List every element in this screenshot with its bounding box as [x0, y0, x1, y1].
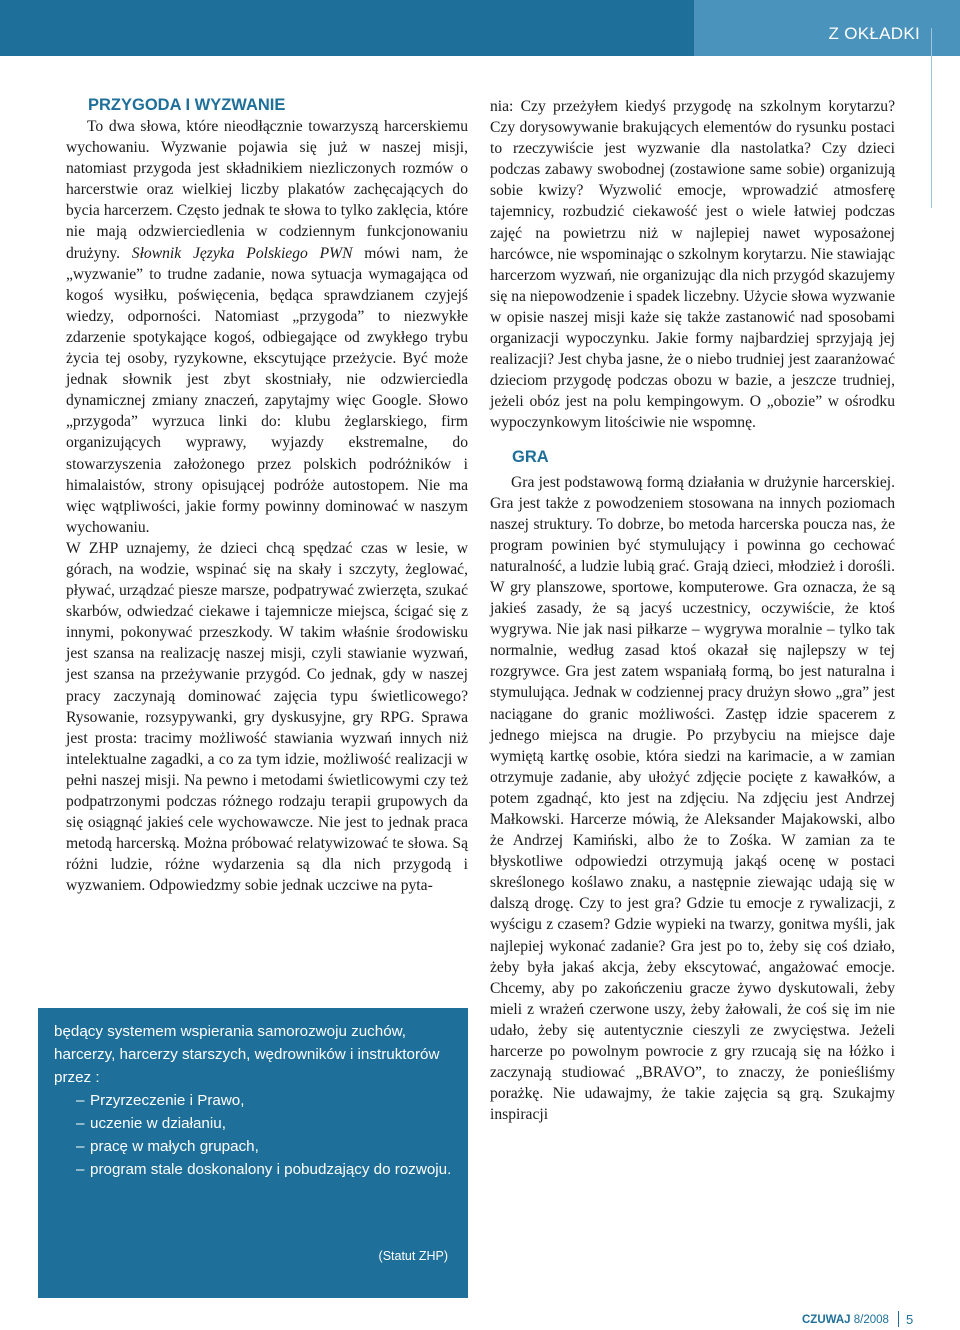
list-dash: –	[76, 1161, 85, 1178]
heading-przygoda: PRZYGODA I WYZWANIE	[88, 96, 286, 114]
list-dash: –	[76, 1138, 85, 1155]
statute-text	[54, 1020, 458, 1181]
statute-source: (Statut ZHP)	[378, 1249, 448, 1263]
paragraph-text: mówi nam, że „wyzwanie” to trudne zadanie, nowa sytuacja wymagająca od kogoś wysiłku, poświęcenia, będąca sprawdzianem czyjejś wiedzy, odporności. Natomiast „przygoda” to niezwykłe zdarzenie spotykające kogoś, odbiegające od zwykłego trybu życia tej osoby, ryzykowne, ekscytujące przeżycie. Być może jednak słownik jest zbyt skostniały, nie odzwierciedla dynamicznej zmiany znaczeń, zapytajmy więc Google. Słowo „przygoda” wyrzuca linki do: klubu żeglarskiego, firm organizujących wyprawy, wyjazdy ekstremalne, do stowarzyszenia założonego przez polskich podróżników i himalaistów, strony opisującej podróże autostopem. Nie ma więc wątpliwości, jakie formy powinny dominować w naszym wychowaniu.	[66, 244, 468, 536]
statute-item-label: uczenie w działaniu,	[90, 1115, 226, 1132]
list-dash: –	[76, 1115, 85, 1132]
statute-item-label: Przyrzeczenie i Prawo,	[90, 1092, 245, 1109]
statute-intro: będący systemem wspierania samorozwoju zuchów, harcerzy, harcerzy starszych, wędrowników i instruktorów przez :	[54, 1023, 440, 1086]
paragraph-gra: Gra jest podstawową formą działania w drużynie harcerskiej. Gra jest także z powodzeniem stosowana na innych poziomach naszej struktury. To dobrze, bo metoda harcerska poucza nas, że program powinien być stymulujący i powinna go cechować naturalność, a ludzie lubią grać. Grają dzieci, młodzież i dorośli. W gry planszowe, sportowe, komputerowe. Gra oznacza, że są jakieś zasady, że są jacyś uczestnicy, oczywiście, że ktoś wygrywa. Nie jak nasi piłkarze – wygrywa moralnie – tylko tak normalnie, według zasad ktoś okazał się najlepszy w tej rozgrywce. Gra jest zatem wspaniałą formą, bo jest naturalna i stymulująca. Jednak w codziennej pracy drużyn słowo „gra” jest naciągane do granic możliwości. Zastęp idzie spacerem z jednego miejsca na drugie. Po przybyciu na miejsce daje wymiętą kartkę osobie, która siedzi na karimacie, a w zamian otrzymuje zadanie, aby ułożyć zdjęcie pocięte z kawałków, a potem zgadnąć, kto jest na zdjęciu. Na zdjęciu jest Andrzej Małkowski. Harcerze mówią, że Aleksander Majakowski, albo że Andrzej Kamiński, albo że to Zośka. W zamian za te błyskotliwe odpowiedzi otrzymują jakąś ocenę w postaci skreślonego koślawo znaku, a następnie ziewając udają się w dalszą drogę. Czy to jest gra? Gdzie tu emocje z rywalizacji, z wyścigu z czasem? Gdzie wypieki na twarzy, gonitwa myśli, jak najlepiej wykonać zadanie? Gra jest po to, żeby się coś działo, żeby była jakaś akcja, żeby ekscytować, angażować emocje. Chcemy, aby po zakończeniu gracze żywo dyskutowali, żeby mieli z wrażeń czerwone uszy, żeby żałowali, że coś się im nie udało, żeby się autentycznie cieszyli ze zwycięstwa. Jeżeli harcerze po powolnym powrocie z gry rzucają się na łóżko i zaczynają studiować „BRAVO”, to znaczy, że ponieśliśmy porażkę. Nie udawajmy, że takie zajęcia są grą. Szukajmy inspiracji	[490, 473, 895, 1124]
list-dash: –	[76, 1092, 85, 1109]
paragraph-przygoda-1	[66, 116, 468, 538]
header-section-tab	[694, 0, 960, 56]
issue-number: 8/2008	[853, 1314, 889, 1326]
footer-magazine	[802, 1314, 889, 1326]
statute-info-box	[38, 1008, 468, 1298]
statute-list-item	[54, 1135, 458, 1158]
dictionary-title: Słownik Języka Polskiego PWN	[131, 244, 353, 262]
paragraph-text: To dwa słowa, które nieodłącznie towarzyszą harcerskiemu wychowaniu. Wyzwanie pojawia się już w naszej misji, natomiast przygoda jest składnikiem niezliczonych rozmów o harcerstwie oraz wielkiej liczby plakatów zachęcających do bycia harcerzem. Często jednak te słowa to tylko zaklęcia, które nie mają odzwierciedlenia w codziennym funkcjonowaniu drużyny.	[66, 118, 468, 262]
section-label: Z OKŁADKI	[828, 24, 920, 43]
paragraph-przygoda-continued: nia: Czy przeżyłem kiedyś przygodę na szkolnym korytarzu? Czy dorysowywanie brakujących elementów do rysunku postaci to rzeczywiście jest wyzwanie dla nastolatka? Czy dzieci podczas zabawy swobodnej (zostawione same sobie) organizują sobie kwizy? Wyzwolić emocje, wprowadzić atmosferę tajemnicy, rozbudzić ciekawość jest o wiele łatwiej podczas zajęć na powietrzu niż w najlepiej nawet wyposażonej harcówce, nie wspominając o szkolnym korytarzu. Nie stawiając harcerzom wyzwań, nie organizując dla nich przygód skazujemy się na niepowodzenie i spadek liczebny. Użycie słowa wyzwanie w opisie naszej misji każe się także zastanowić nad sposobami organizacji wypoczynku. Jakie formy najbardziej sprzyjają jej realizacji? Jest chyba jasne, że o niebo trudniej jest zaaranżować dzieciom przygodę podczas obozu w bazie, a jeszcze trudniej, jeżeli obóz jest na polu kempingowym. O „obozie” w ośrodku wypoczynkowym litościwie nie wspomnę.	[490, 98, 895, 432]
left-column	[66, 94, 468, 896]
page-number: 5	[906, 1312, 914, 1327]
statute-item-label: program stale doskonalony i pobudzający do rozwoju.	[90, 1161, 452, 1178]
magazine-name: CZUWAJ	[802, 1314, 851, 1326]
statute-list	[54, 1089, 458, 1181]
statute-list-item	[54, 1089, 458, 1112]
statute-list-item	[54, 1112, 458, 1135]
heading-gra: GRA	[512, 447, 549, 466]
paragraph-przygoda-2: W ZHP uznajemy, że dzieci chcą spędzać czas w lesie, w górach, na wodzie, wspinać się na skały i szczyty, żeglować, pływać, urządzać piesze marsze, podpatrywać zwierzęta, szukać skarbów, odwiedzać ciekawe i tajemnicze miejsca, ścigać się z innymi, pokonywać przeszkody. W takim właśnie środowisku jest szansa na realizację naszej misji, czyli stawianie wyzwań, jest szansa na przeżywanie przygód. Co jednak, gdy w naszej pracy zaczynają dominować zajęcia typu świetlicowego? Rysowanie, rozsypywanki, gry dyskusyjne, gry RPG. Sprawa jest prosta: tracimy możliwość stawiania wyzwań innych niż intelektualne zagadki, a co za tym idzie, możliwość realizacji w pełni naszej misji. Na pewno i metodami świetlicowymi czy też podpatrzonymi podczas różnego rodzaju terapii grupowych da się osiągnąć jakieś cele wychowawcze. Nie jest to jednak praca metodą harcerską. Można próbować relatywizować te słowa. Są różni ludzie, różne wydarzenia są dla nich przygodą i wyzwaniem. Odpowiedzmy sobie jednak uczciwe na pyta-	[66, 539, 468, 895]
footer-divider	[898, 1311, 899, 1327]
right-column	[490, 96, 895, 1125]
statute-list-item	[54, 1158, 458, 1181]
margin-rule	[931, 28, 932, 208]
statute-item-label: pracę w małych grupach,	[90, 1138, 259, 1155]
